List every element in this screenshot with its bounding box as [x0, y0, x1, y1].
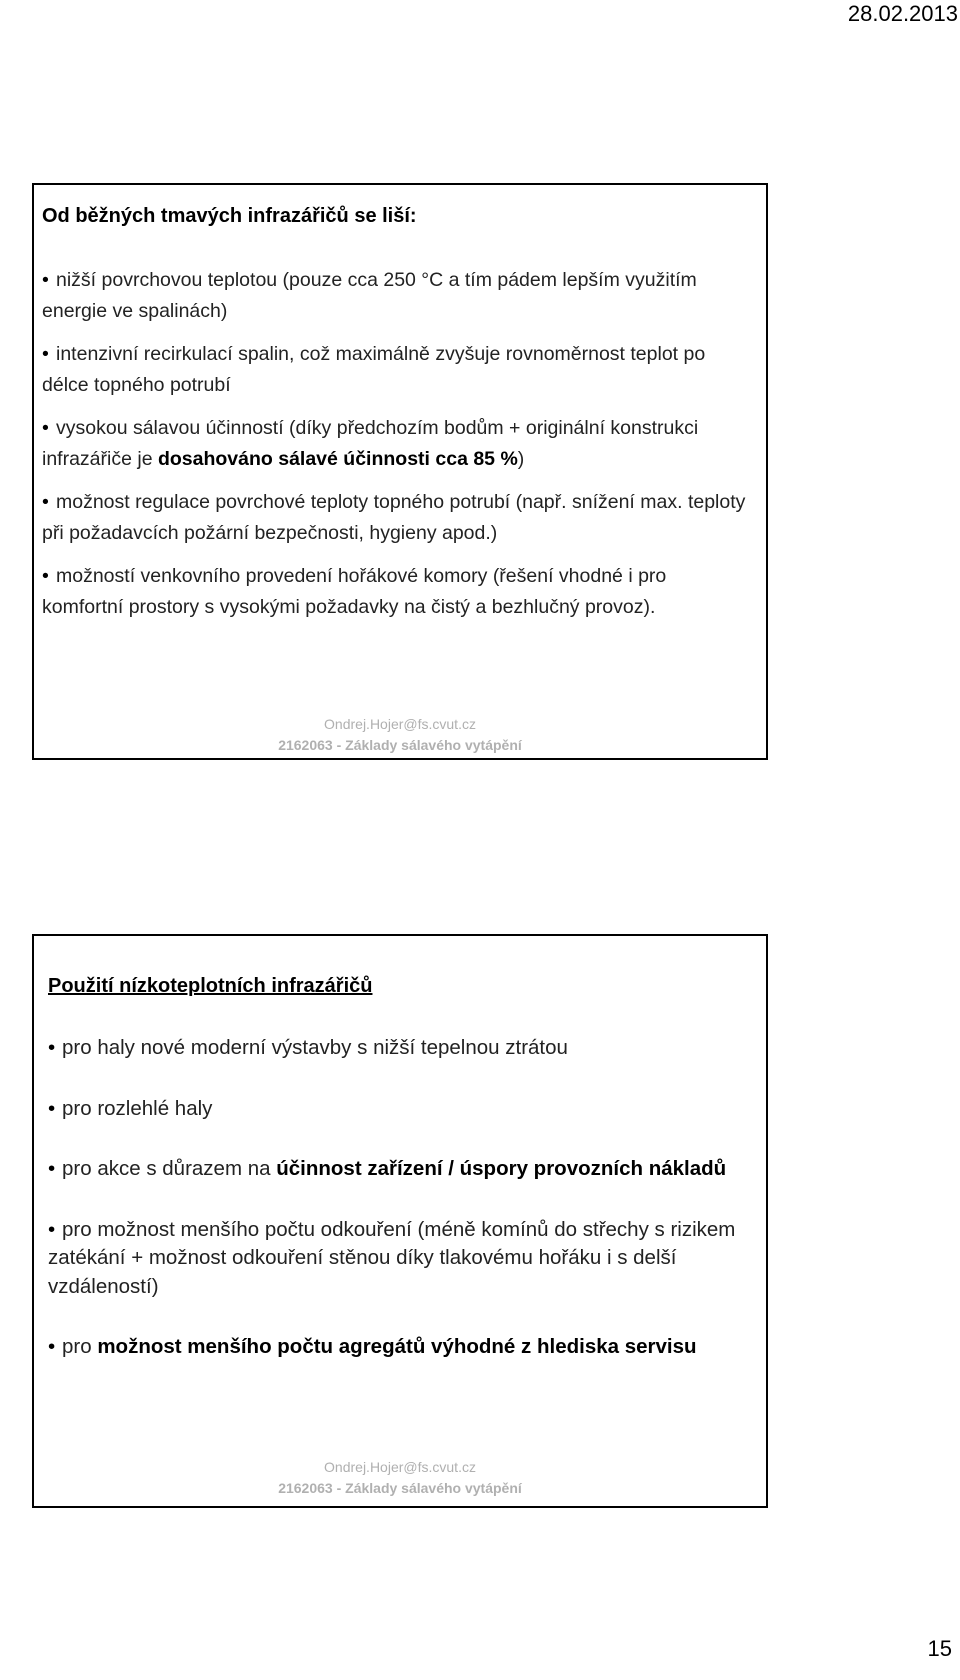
slide-footer	[34, 1457, 766, 1499]
bullet-list	[48, 1034, 748, 1394]
bullet-text: možností venkovního provedení hořákové komory (řešení vhodné i pro komfortní prostory s vysokými požadavky na čistý a bezhlučný provoz).	[42, 565, 667, 618]
page-number: 15	[927, 1636, 952, 1661]
slide-title: Použití nízkoteplotních infrazářičů	[48, 975, 373, 997]
bullet-emphasis: účinnost zařízení / úspory provozních nákladů	[276, 1157, 727, 1180]
bullet-icon: •	[48, 1096, 56, 1120]
slide-footer	[34, 714, 766, 756]
bullet-list	[42, 265, 752, 635]
bullet-icon: •	[48, 1335, 56, 1358]
footer-email: Ondrej.Hojer@fs.cvut.cz	[324, 1459, 476, 1475]
bullet-item	[42, 265, 752, 326]
bullet-text: nižší povrchovou teplotou (pouze cca 250 °C a tím pádem lepším využitím energie ve spalinách)	[42, 269, 697, 322]
bullet-icon: •	[42, 565, 49, 587]
bullet-item	[42, 339, 752, 400]
bullet-icon: •	[48, 1036, 56, 1059]
footer-email: Ondrej.Hojer@fs.cvut.cz	[324, 716, 476, 732]
bullet-item	[48, 1034, 748, 1063]
slide-title: Od běžných tmavých infrazářičů se liší:	[42, 205, 417, 227]
bullet-item	[48, 1155, 748, 1184]
page-date: 28.02.2013	[847, 1, 958, 26]
bullet-text: možnost regulace povrchové teploty topného potrubí (např. snížení max. teploty při požadavcích požární bezpečnosti, hygieny apod.)	[42, 491, 746, 544]
slide-2	[32, 934, 768, 1508]
bullet-text: pro rozlehlé haly	[62, 1096, 213, 1120]
bullet-icon: •	[42, 343, 49, 365]
bullet-item	[42, 413, 752, 474]
footer-course: 2162063 - Základy sálavého vytápění	[278, 1480, 522, 1496]
bullet-text: )	[517, 447, 525, 470]
bullet-text: intenzivní recirkulací spalin, což maximálně zvyšuje rovnoměrnost teplot po délce topného potrubí	[42, 343, 706, 396]
bullet-icon: •	[48, 1217, 56, 1241]
bullet-text: pro haly nové moderní výstavby s nižší tepelnou ztrátou	[62, 1036, 568, 1059]
bullet-item	[48, 1095, 748, 1124]
bullet-icon: •	[42, 491, 49, 513]
footer-course: 2162063 - Základy sálavého vytápění	[278, 737, 522, 753]
bullet-emphasis: dosahováno sálavé účinnosti cca 85 %	[157, 447, 518, 470]
bullet-item	[48, 1333, 748, 1362]
bullet-text: pro možnost menšího počtu odkouření (méně komínů do střechy s rizikem zatékání + možnost odkouření stěnou díky tlakovému hořáku i s delší vzdáleností)	[48, 1217, 736, 1298]
bullet-text: pro akce s důrazem na	[62, 1157, 277, 1180]
bullet-icon: •	[48, 1157, 56, 1180]
bullet-text: pro	[62, 1335, 98, 1358]
bullet-icon: •	[42, 269, 49, 291]
bullet-item	[42, 561, 752, 622]
bullet-item	[48, 1216, 748, 1302]
slide-1	[32, 183, 768, 760]
bullet-item	[42, 487, 752, 548]
bullet-emphasis: možnost menšího počtu agregátů výhodné z hlediska servisu	[97, 1335, 697, 1358]
bullet-text: vysokou sálavou účinností (díky předchozím bodům + originální konstrukci infrazářiče je	[42, 417, 699, 470]
bullet-icon: •	[42, 417, 49, 439]
